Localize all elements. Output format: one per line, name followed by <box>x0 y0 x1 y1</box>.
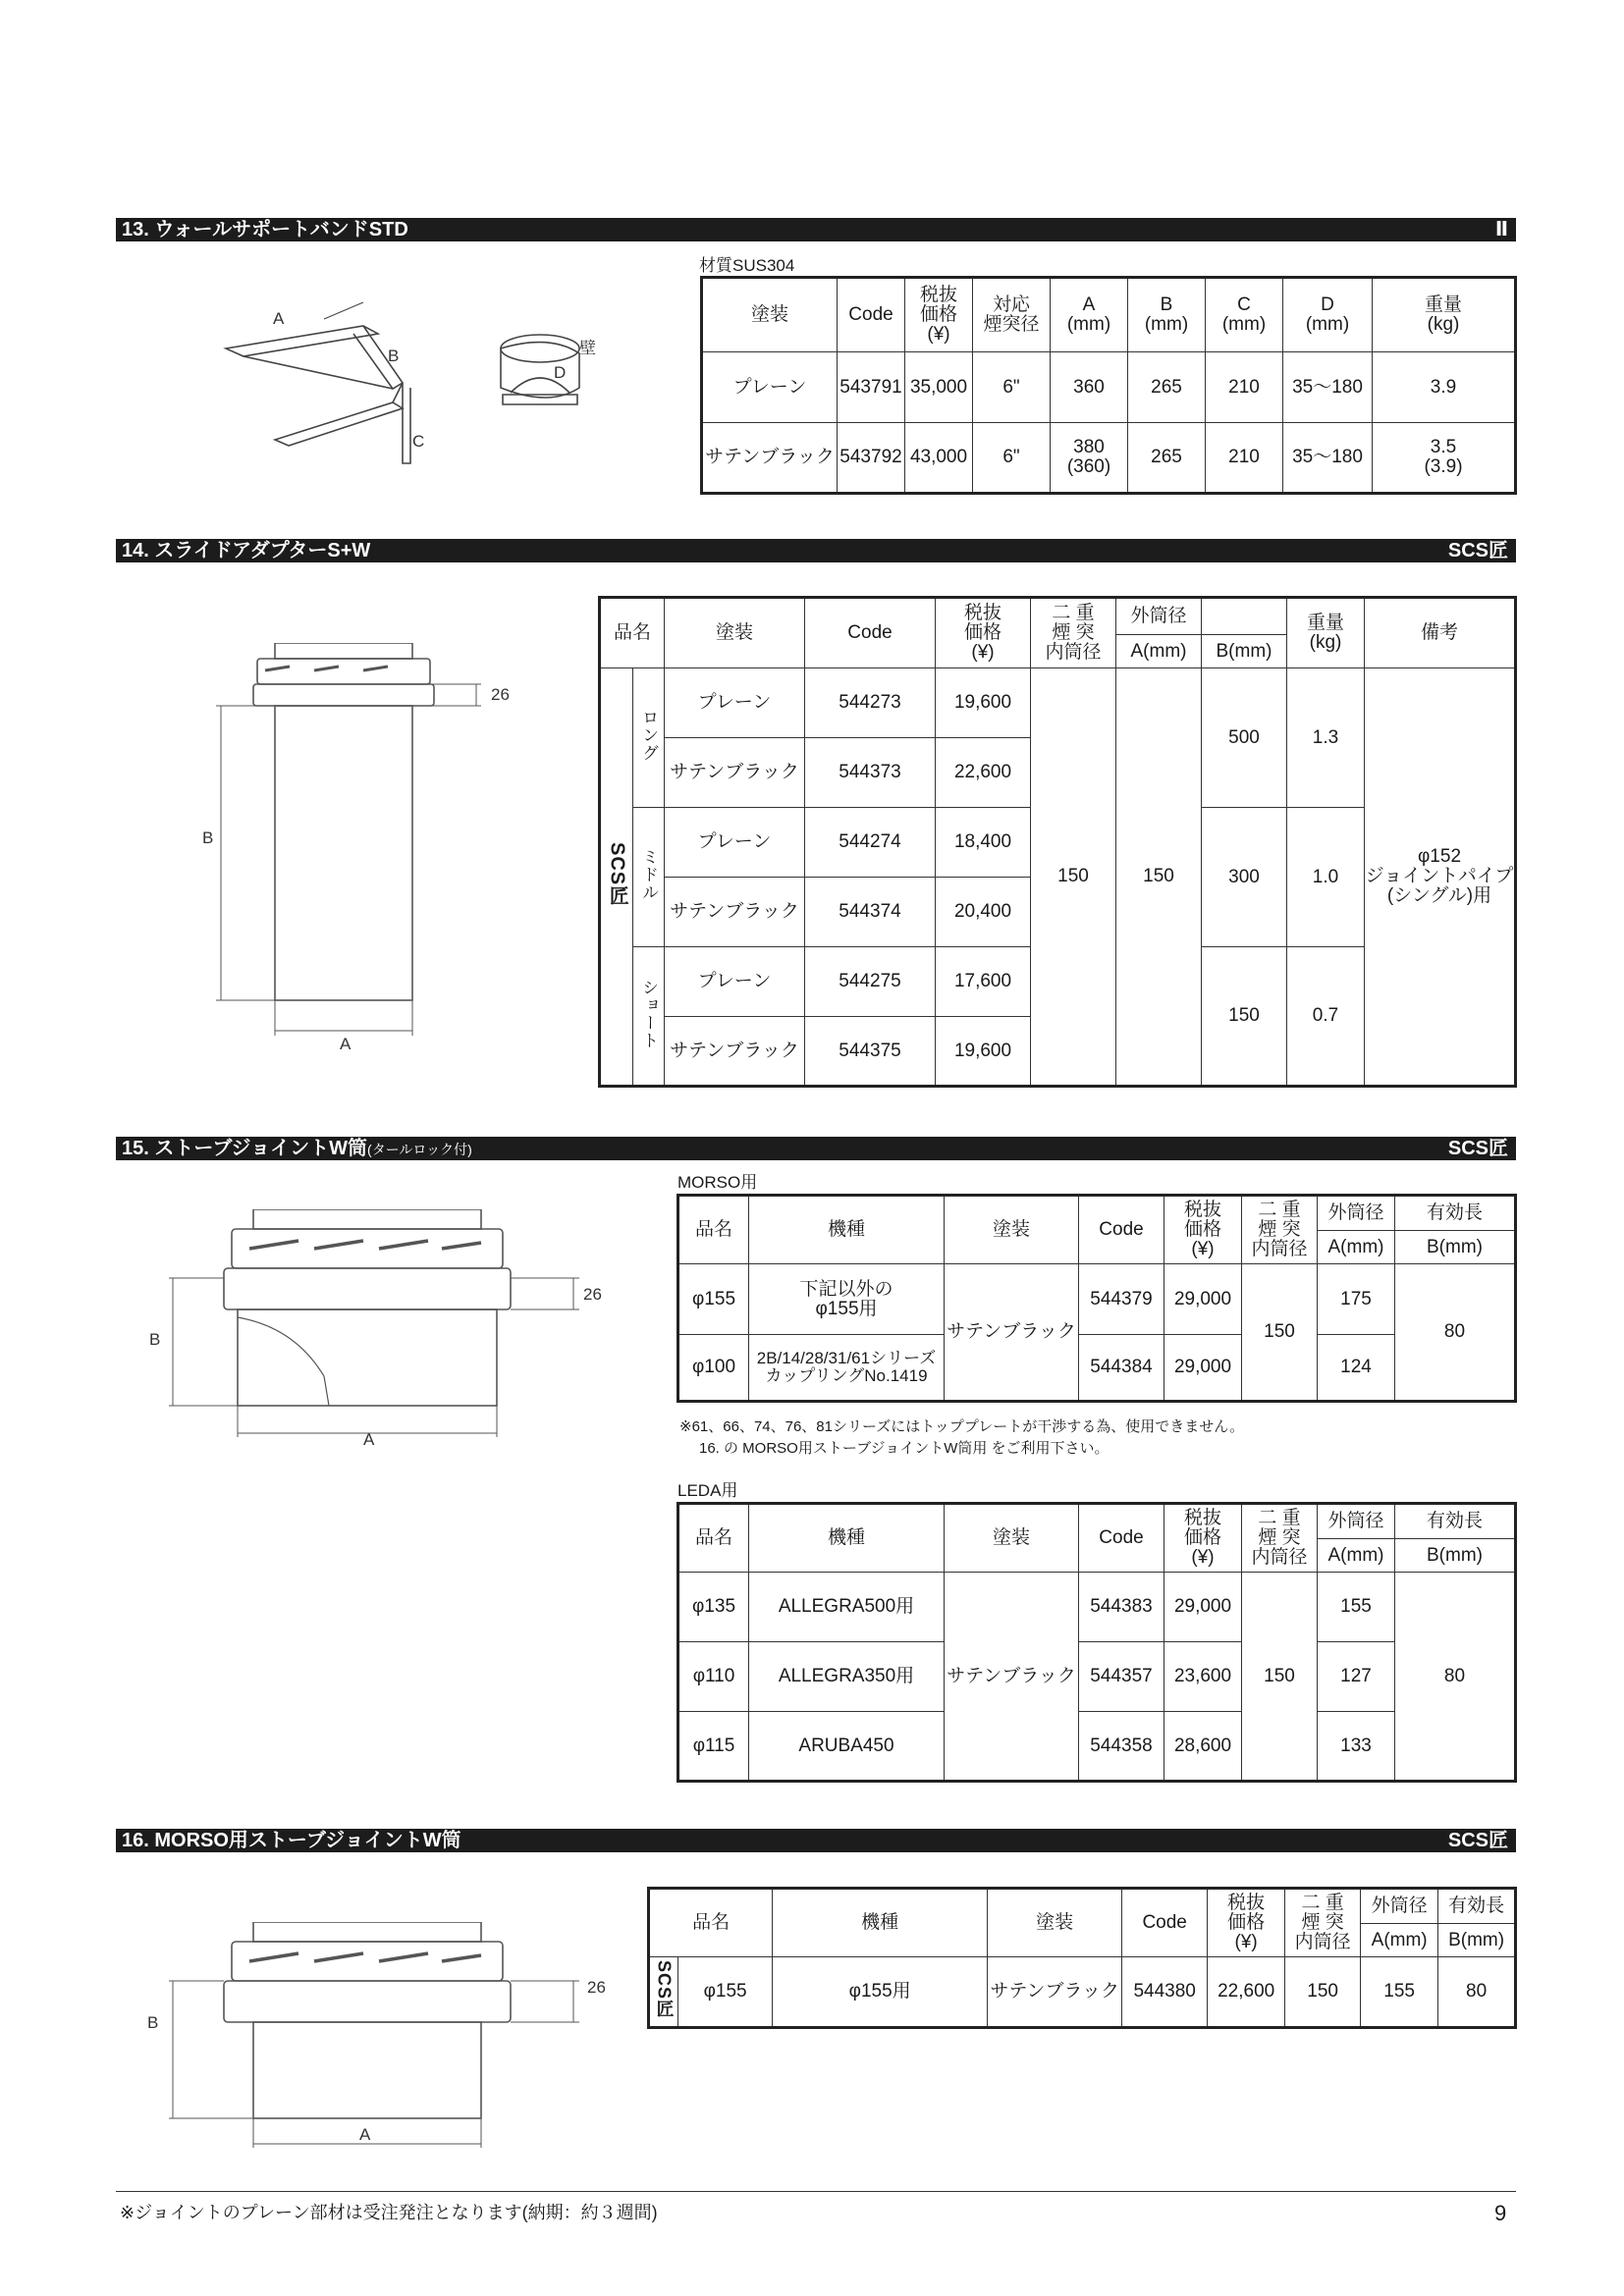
table-row: ショート プレーン 544275 17,600 150 0.7 <box>600 947 1516 1017</box>
th-inner: 二 重 煙 突 内筒径 <box>1031 598 1116 668</box>
label-A: A <box>359 2125 371 2144</box>
th-b: B(mm) <box>1202 635 1287 668</box>
th-weight: 重量 (kg) <box>1287 598 1365 668</box>
page-number: 9 <box>1494 2201 1507 2225</box>
footer-rule <box>116 2191 1516 2192</box>
th-model: 機種 <box>749 1504 945 1573</box>
th-b: B(mm) <box>1438 1924 1516 1957</box>
label-26: 26 <box>491 685 510 704</box>
table-row: プレーン 543791 35,000 6" 360 265 210 35〜180 3.9 <box>702 352 1516 423</box>
section-title: 13. ウォールサポートバンドSTD <box>122 219 408 240</box>
brand-label: SCS匠 <box>606 841 628 907</box>
th-code: Code <box>838 278 905 352</box>
th-name: 品名 <box>600 598 665 668</box>
th-price: 税抜 価格 (¥) <box>1164 1504 1242 1573</box>
th-outer: 外筒径 <box>1318 1504 1395 1539</box>
wall-support-band-diagram <box>206 294 619 471</box>
label-B: B <box>147 2013 159 2032</box>
usage-note: ※61、66、74、76、81シリーズにはトッププレートが干渉する為、使用できません。 <box>679 1418 1245 1435</box>
label-B: B <box>149 1330 161 1349</box>
section-title: 16. MORSO用ストーブジョイントW筒 <box>122 1830 461 1851</box>
footer-note: ※ジョイントのプレーン部材は受注発注となります(納期：約３週間) <box>120 2203 658 2222</box>
th-model: 機種 <box>749 1196 945 1264</box>
th-outer: 外筒径 <box>1361 1889 1438 1924</box>
table-row: SCS匠 φ155 φ155用 サテンブラック 544380 22,600 150 155 80 <box>649 1957 1516 2028</box>
th-code: Code <box>1122 1889 1208 1957</box>
section-subtitle: (タールロック付) <box>367 1142 472 1157</box>
table-row: φ135 ALLEGRA500用 サテンブラック 544383 29,000 150 155 80 <box>678 1573 1516 1642</box>
th-inner: 二 重 煙 突 内筒径 <box>1242 1196 1318 1264</box>
section-badge: Ⅱ <box>1494 219 1508 240</box>
th-a: A(mm) <box>1318 1539 1395 1573</box>
section-badge: SCS匠 <box>1447 1830 1508 1851</box>
morso-caption: MORSO用 <box>677 1173 758 1192</box>
th-paint: 塗装 <box>988 1889 1122 1957</box>
section-title: 14. スライドアダプターS+W <box>122 540 371 561</box>
spec-table-13 <box>700 276 1517 495</box>
th-weight: 重量 (kg) <box>1373 278 1516 352</box>
th-a: A(mm) <box>1116 635 1202 668</box>
th-price: 税抜 価格 (¥) <box>936 598 1031 668</box>
group-label: ミドル <box>639 848 659 902</box>
label-wall: 壁 <box>579 339 596 357</box>
label-B: B <box>388 347 400 365</box>
slide-adapter-diagram <box>196 643 530 1055</box>
leda-caption: LEDA用 <box>677 1481 738 1500</box>
th-a: A(mm) <box>1318 1231 1395 1264</box>
th-b: B(mm) <box>1395 1539 1516 1573</box>
table-header-row <box>702 278 1516 352</box>
morso-stove-joint-diagram <box>147 1922 619 2158</box>
label-A: A <box>363 1430 375 1445</box>
th-c: C (mm) <box>1206 278 1283 352</box>
th-name: 品名 <box>649 1889 773 1957</box>
section-16-header <box>116 1829 1516 1852</box>
table-row: サテンブラック 544373 22,600 <box>600 738 1516 808</box>
spec-table-14 <box>598 596 1517 1088</box>
th-eff: 有効長 <box>1395 1196 1516 1231</box>
section-14-header <box>116 539 1516 562</box>
note-value: φ152 ジョイントパイプ (シングル)用 <box>1365 668 1516 1087</box>
section-title: 15. ストーブジョイントW筒(タールロック付) <box>122 1138 472 1159</box>
th-b: B(mm) <box>1395 1231 1516 1264</box>
th-code: Code <box>805 598 936 668</box>
th-model: 機種 <box>773 1889 988 1957</box>
th-paint: 塗装 <box>945 1504 1079 1573</box>
th-outer: 外筒径 <box>1318 1196 1395 1231</box>
th-price: 税抜 価格 (¥) <box>1164 1196 1242 1264</box>
table-row: サテンブラック 543792 43,000 6" 380 (360) 265 210 35〜180 3.5 (3.9) <box>702 423 1516 494</box>
label-26: 26 <box>587 1978 606 1997</box>
group-label: ロング <box>639 709 659 763</box>
th-inner: 二 重 煙 突 内筒径 <box>1285 1889 1361 1957</box>
th-name: 品名 <box>678 1196 749 1264</box>
th-note: 備考 <box>1365 598 1516 668</box>
table-row: φ155 下記以外の φ155用 サテンブラック 544379 29,000 150 175 80 <box>678 1264 1516 1335</box>
section-13-header <box>116 218 1516 241</box>
th-paint: 塗装 <box>945 1196 1079 1264</box>
th-paint: 塗装 <box>665 598 805 668</box>
th-d: D (mm) <box>1283 278 1373 352</box>
th-a: A (mm) <box>1051 278 1128 352</box>
th-name: 品名 <box>678 1504 749 1573</box>
morso-table <box>677 1194 1517 1403</box>
label-C: C <box>412 432 425 451</box>
brand-label: SCS匠 <box>654 1960 675 2019</box>
section-badge: SCS匠 <box>1447 540 1508 561</box>
table-row: φ100 2B/14/28/31/61シリーズ カップリングNo.1419 544384 29,000 124 <box>678 1335 1516 1402</box>
inner-value: 150 <box>1031 668 1116 1087</box>
th-price: 税抜 価格 (¥) <box>1208 1889 1285 1957</box>
table-row: サテンブラック 544374 20,400 <box>600 878 1516 947</box>
th-b: B (mm) <box>1128 278 1206 352</box>
th-code: Code <box>1079 1504 1164 1573</box>
a-value: 150 <box>1116 668 1202 1087</box>
label-B: B <box>202 828 214 847</box>
th-eff: 有効長 <box>1438 1889 1516 1924</box>
table-row: サテンブラック 544375 19,600 <box>600 1017 1516 1087</box>
th-eff: 有効長 <box>1395 1504 1516 1539</box>
stove-joint-diagram <box>147 1209 619 1445</box>
label-A: A <box>340 1035 352 1053</box>
material-caption: 材質SUS304 <box>699 256 795 275</box>
th-outer: 外筒径 <box>1116 598 1202 635</box>
section-15-header <box>116 1137 1516 1160</box>
usage-note: 16. の MORSO用ストーブジョイントW筒用 をご利用下さい。 <box>699 1440 1110 1457</box>
section-badge: SCS匠 <box>1447 1138 1508 1159</box>
label-D: D <box>554 363 567 382</box>
group-label: ショート <box>639 978 659 1049</box>
label-26: 26 <box>583 1285 602 1304</box>
table-row: φ115 ARUBA450 544358 28,600 133 <box>678 1712 1516 1782</box>
table-row: SCS匠 ロング プレーン 544273 19,600 150 150 500 1.3 φ152 ジョイントパイプ (シングル)用 <box>600 668 1516 738</box>
th-code: Code <box>1079 1196 1164 1264</box>
th-paint: 塗装 <box>702 278 838 352</box>
label-A: A <box>273 309 285 328</box>
leda-table <box>677 1502 1517 1783</box>
th-fit: 対応 煙突径 <box>973 278 1051 352</box>
table-row: φ110 ALLEGRA350用 544357 23,600 127 <box>678 1642 1516 1712</box>
spec-table-16 <box>647 1887 1517 2029</box>
th-a: A(mm) <box>1361 1924 1438 1957</box>
table-row: ミドル プレーン 544274 18,400 300 1.0 <box>600 808 1516 878</box>
th-price: 税抜 価格 (¥) <box>905 278 973 352</box>
th-inner: 二 重 煙 突 内筒径 <box>1242 1504 1318 1573</box>
